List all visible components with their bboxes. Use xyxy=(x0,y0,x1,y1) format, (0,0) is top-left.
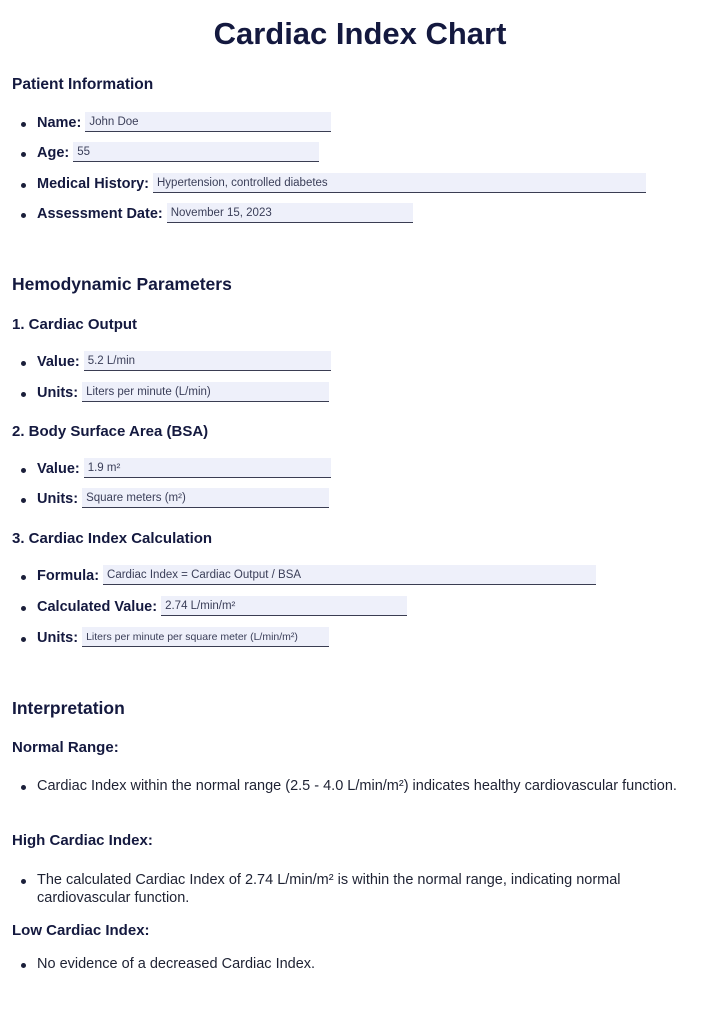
assessment-date-field[interactable]: November 15, 2023 xyxy=(167,203,413,223)
bsa-units-row xyxy=(20,487,329,511)
co-value-label: Value: xyxy=(37,354,80,370)
name-field[interactable]: John Doe xyxy=(85,112,331,132)
bullet xyxy=(21,122,26,127)
cardiac-output-heading: 1. Cardiac Output xyxy=(12,316,138,333)
high-ci-heading: High Cardiac Index: xyxy=(12,832,153,849)
assessment-date-row xyxy=(20,202,413,226)
co-value-field[interactable]: 5.2 L/min xyxy=(84,351,331,371)
formula-row xyxy=(20,564,596,588)
ci-units-label: Units: xyxy=(37,630,79,646)
bullet xyxy=(21,213,26,218)
ci-calculation-heading: 3. Cardiac Index Calculation xyxy=(12,530,213,547)
bsa-heading: 2. Body Surface Area (BSA) xyxy=(12,423,209,440)
bsa-units-field[interactable]: Square meters (m²) xyxy=(82,488,329,508)
bullet xyxy=(21,468,26,473)
bsa-units-label: Units: xyxy=(37,491,79,507)
hemodynamic-heading: Hemodynamic Parameters xyxy=(12,274,232,294)
formula-label: Formula: xyxy=(37,568,100,584)
bullet xyxy=(21,183,26,188)
bullet xyxy=(21,879,26,884)
bullet xyxy=(21,575,26,580)
medical-history-row xyxy=(20,172,646,196)
calculated-value-row xyxy=(20,595,407,619)
bullet xyxy=(21,498,26,503)
medical-history-label: Medical History: xyxy=(37,176,149,192)
calculated-value-field[interactable]: 2.74 L/min/m² xyxy=(161,596,407,616)
low-ci-item xyxy=(20,955,700,973)
bsa-value-row xyxy=(20,457,331,481)
assessment-date-label: Assessment Date: xyxy=(37,206,163,222)
ci-units-field[interactable]: Liters per minute per square meter (L/min/m²) xyxy=(82,627,329,647)
name-label: Name: xyxy=(37,115,82,131)
normal-range-text: Cardiac Index within the normal range (2.5 - 4.0 L/min/m²) indicates healthy cardiovascular function. xyxy=(37,778,677,794)
co-units-field[interactable]: Liters per minute (L/min) xyxy=(82,382,329,402)
low-ci-heading: Low Cardiac Index: xyxy=(12,922,150,939)
bsa-value-label: Value: xyxy=(37,461,80,477)
interpretation-heading: Interpretation xyxy=(12,698,125,718)
bullet xyxy=(21,637,26,642)
normal-range-item xyxy=(20,777,680,795)
ci-units-row xyxy=(20,626,329,650)
medical-history-field[interactable]: Hypertension, controlled diabetes xyxy=(153,173,646,193)
normal-range-heading: Normal Range: xyxy=(12,739,119,756)
bsa-value-field[interactable]: 1.9 m² xyxy=(84,458,331,478)
co-units-row xyxy=(20,381,329,405)
bullet xyxy=(21,606,26,611)
patient-info-heading: Patient Information xyxy=(12,76,154,93)
bullet xyxy=(21,963,26,968)
co-value-row xyxy=(20,350,331,374)
bullet xyxy=(21,361,26,366)
bullet xyxy=(21,392,26,397)
co-units-label: Units: xyxy=(37,385,79,401)
name-row xyxy=(20,111,331,135)
age-row xyxy=(20,141,319,165)
high-ci-item xyxy=(20,871,690,907)
bullet xyxy=(21,152,26,157)
page-title: Cardiac Index Chart xyxy=(213,16,507,51)
age-label: Age: xyxy=(37,145,70,161)
high-ci-text: The calculated Cardiac Index of 2.74 L/min/m² is within the normal range, indicating normal cardiovascular function. xyxy=(37,872,621,906)
low-ci-text: No evidence of a decreased Cardiac Index. xyxy=(37,956,316,972)
age-field[interactable]: 55 xyxy=(73,142,319,162)
bullet xyxy=(21,785,26,790)
calculated-value-label: Calculated Value: xyxy=(37,599,158,615)
formula-field[interactable]: Cardiac Index = Cardiac Output / BSA xyxy=(103,565,596,585)
